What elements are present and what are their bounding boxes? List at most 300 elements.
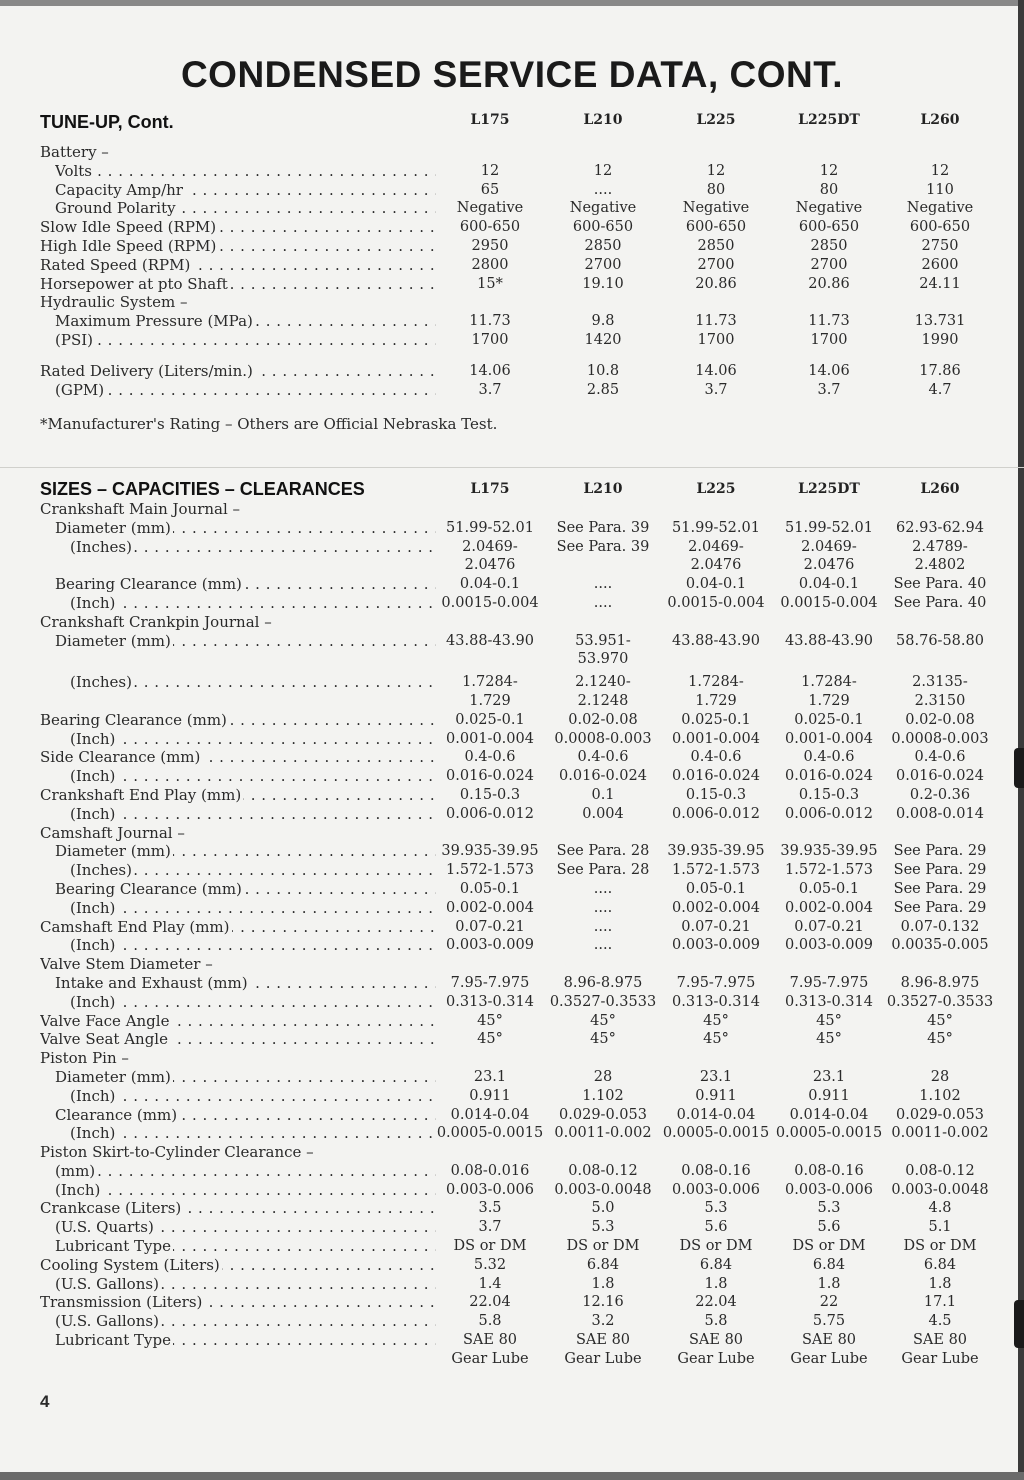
row-label bbox=[40, 362, 436, 381]
column-header-l210: L210 bbox=[583, 112, 623, 128]
cell-l260: 0.3527-0.3533 bbox=[886, 993, 994, 1010]
cell-l210: 53.951- bbox=[575, 632, 631, 649]
table-row bbox=[0, 594, 1024, 613]
cell-l260: See Para. 40 bbox=[893, 594, 987, 611]
row-label bbox=[40, 711, 436, 730]
cell-l210: .... bbox=[593, 918, 613, 935]
cell-l175: 2800 bbox=[471, 256, 509, 273]
table-row bbox=[0, 1181, 1024, 1200]
cell-l175: 3.7 bbox=[478, 381, 502, 398]
row-label bbox=[40, 218, 436, 237]
row-label bbox=[55, 880, 436, 899]
cell-l175: 1.7284- bbox=[462, 674, 518, 691]
cell-l210: See Para. 39 bbox=[556, 519, 650, 536]
cell-l260: 0.008-0.014 bbox=[896, 805, 984, 822]
cell-l260: 0.016-0.024 bbox=[896, 768, 984, 785]
cell-l260: 1990 bbox=[921, 331, 959, 348]
cell-l260: See Para. 40 bbox=[893, 576, 987, 593]
table-row bbox=[0, 1312, 1024, 1331]
cell-l210: 0.0011-0.002 bbox=[554, 1125, 652, 1142]
row-label bbox=[55, 575, 436, 594]
cell-l175: 600-650 bbox=[459, 219, 521, 236]
cell-l210: 1.102 bbox=[582, 1087, 624, 1104]
row-label bbox=[40, 1350, 436, 1369]
row-label-text: (Inches) bbox=[70, 537, 132, 556]
cell-l225dt: 0.003-0.009 bbox=[785, 937, 873, 954]
cell-l225: 0.002-0.004 bbox=[672, 899, 760, 916]
row-label bbox=[70, 1087, 436, 1106]
page-number: 4 bbox=[40, 1392, 50, 1411]
cell-l210: 0.3527-0.3533 bbox=[549, 993, 657, 1010]
cell-l210: 2.85 bbox=[586, 381, 620, 398]
cell-l225: 7.95-7.975 bbox=[676, 974, 756, 991]
table-row bbox=[0, 711, 1024, 730]
table-row bbox=[0, 1162, 1024, 1181]
table-row bbox=[0, 974, 1024, 993]
cell-l175: 0.04-0.1 bbox=[459, 576, 521, 593]
table-row bbox=[0, 613, 1024, 632]
cell-l225dt: 5.75 bbox=[812, 1313, 846, 1330]
row-label bbox=[55, 1181, 436, 1200]
cell-l225: 23.1 bbox=[699, 1068, 733, 1085]
table-row bbox=[0, 1049, 1024, 1068]
cell-l225dt: 1.729 bbox=[808, 692, 850, 709]
cell-l225: Gear Lube bbox=[677, 1350, 755, 1367]
cell-l175: 39.935-39.95 bbox=[441, 843, 539, 860]
cell-l225dt: 45° bbox=[816, 1031, 842, 1048]
cell-l260: 110 bbox=[926, 181, 954, 198]
cell-l260: 2.4789- bbox=[912, 538, 968, 555]
cell-l260: 4.8 bbox=[928, 1200, 952, 1217]
cell-l260: See Para. 29 bbox=[893, 899, 987, 916]
table-row bbox=[0, 650, 1024, 669]
cell-l260: 0.029-0.053 bbox=[896, 1106, 984, 1123]
cell-l260: 0.0011-0.002 bbox=[891, 1125, 989, 1142]
cell-l225: 5.8 bbox=[704, 1313, 728, 1330]
table-row bbox=[0, 1143, 1024, 1162]
row-label-text: Cooling System (Liters) bbox=[40, 1255, 220, 1274]
cell-l210: .... bbox=[593, 880, 613, 897]
row-label bbox=[40, 1256, 436, 1275]
cell-l175: 0.911 bbox=[469, 1087, 511, 1104]
table-row bbox=[0, 1293, 1024, 1312]
cell-l260: 1.102 bbox=[919, 1087, 961, 1104]
row-label-text: Rated Speed (RPM) bbox=[40, 255, 191, 274]
cell-l260: 2.3150 bbox=[914, 692, 966, 709]
cell-l260: 5.1 bbox=[928, 1219, 952, 1236]
table-row bbox=[0, 381, 1024, 400]
row-label-text: Slow Idle Speed (RPM) bbox=[40, 218, 217, 237]
cell-l175: 1.729 bbox=[469, 692, 511, 709]
row-label-text: (Inch) bbox=[55, 1180, 101, 1199]
cell-l225dt: 0.016-0.024 bbox=[785, 768, 873, 785]
row-label-text: (Inch) bbox=[70, 936, 116, 955]
cell-l260: 0.0035-0.005 bbox=[891, 937, 989, 954]
cell-l225dt: 1700 bbox=[810, 331, 848, 348]
cell-l225: 1.572-1.573 bbox=[672, 862, 760, 879]
row-label-text: Lubricant Type bbox=[55, 1237, 171, 1256]
table-row bbox=[0, 500, 1024, 519]
cell-l260: 58.76-58.80 bbox=[896, 632, 984, 649]
cell-l260: 28 bbox=[930, 1068, 950, 1085]
cell-l175: 7.95-7.975 bbox=[450, 974, 530, 991]
row-label bbox=[55, 1331, 436, 1350]
cell-l175: 23.1 bbox=[473, 1068, 507, 1085]
row-label bbox=[40, 1143, 436, 1162]
cell-l225: 1.8 bbox=[704, 1275, 728, 1292]
cell-l225dt: 0.15-0.3 bbox=[798, 786, 860, 803]
cell-l225: 600-650 bbox=[685, 219, 747, 236]
cell-l225: 0.15-0.3 bbox=[685, 786, 747, 803]
row-label bbox=[55, 1106, 436, 1125]
cell-l175: 2950 bbox=[471, 237, 509, 254]
table-row bbox=[0, 199, 1024, 218]
cell-l260: 45° bbox=[927, 1012, 953, 1029]
cell-l225: 80 bbox=[706, 181, 726, 198]
table-row bbox=[0, 673, 1024, 692]
cell-l225: 0.08-0.16 bbox=[681, 1162, 751, 1179]
cell-l225: 39.935-39.95 bbox=[667, 843, 765, 860]
cell-l210: 53.970 bbox=[577, 651, 629, 668]
row-label-text: (Inches) bbox=[70, 861, 132, 880]
cell-l210: 600-650 bbox=[572, 219, 634, 236]
cell-l210: 5.0 bbox=[591, 1200, 615, 1217]
column-header-l225: L225 bbox=[696, 481, 736, 497]
cell-l225dt: 39.935-39.95 bbox=[780, 843, 878, 860]
cell-l210: .... bbox=[593, 594, 613, 611]
row-label-text: (Inch) bbox=[70, 767, 116, 786]
tuneup-table bbox=[0, 143, 1024, 399]
cell-l210: .... bbox=[593, 899, 613, 916]
cell-l175: 45° bbox=[477, 1031, 503, 1048]
cell-l225dt: 0.002-0.004 bbox=[785, 899, 873, 916]
cell-l225dt: 2.0469- bbox=[801, 538, 857, 555]
cell-l225: 45° bbox=[703, 1012, 729, 1029]
row-label-text: Crankshaft Crankpin Journal – bbox=[40, 612, 272, 631]
cell-l225dt: DS or DM bbox=[792, 1238, 866, 1255]
row-label-text: Valve Face Angle bbox=[40, 1011, 170, 1030]
cell-l175: SAE 80 bbox=[462, 1332, 518, 1349]
row-label bbox=[40, 1012, 436, 1031]
cell-l225: 1.729 bbox=[695, 692, 737, 709]
row-label-text: Diameter (mm) bbox=[55, 631, 171, 650]
row-label-text: (mm) bbox=[55, 1161, 96, 1180]
table-row bbox=[0, 331, 1024, 350]
sizes-table bbox=[0, 500, 1024, 1369]
table-row bbox=[0, 162, 1024, 181]
row-label-text: (Inch) bbox=[70, 1124, 116, 1143]
cell-l175: 51.99-52.01 bbox=[446, 519, 534, 536]
cell-l175: 0.025-0.1 bbox=[455, 711, 525, 728]
cell-l225: 0.016-0.024 bbox=[672, 768, 760, 785]
row-label-text: (Inches) bbox=[70, 673, 132, 692]
cell-l260: Gear Lube bbox=[901, 1350, 979, 1367]
row-label-text: Bearing Clearance (mm) bbox=[55, 575, 242, 594]
cell-l260: 1.8 bbox=[928, 1275, 952, 1292]
cell-l225dt: 23.1 bbox=[812, 1068, 846, 1085]
row-label bbox=[55, 1068, 436, 1087]
cell-l210: See Para. 28 bbox=[556, 843, 650, 860]
table-row bbox=[0, 632, 1024, 651]
row-label-text: Capacity Amp/hr bbox=[55, 180, 183, 199]
cell-l225: 0.05-0.1 bbox=[685, 880, 747, 897]
row-label bbox=[40, 918, 436, 937]
table-row bbox=[0, 1199, 1024, 1218]
cell-l175: 1.4 bbox=[478, 1275, 502, 1292]
cell-l225dt: 0.006-0.012 bbox=[785, 805, 873, 822]
row-label bbox=[70, 1124, 436, 1143]
table-row bbox=[0, 181, 1024, 200]
row-label-text: Lubricant Type bbox=[55, 1331, 171, 1350]
cell-l210: .... bbox=[593, 937, 613, 954]
row-label bbox=[55, 181, 436, 200]
cell-l225: 0.006-0.012 bbox=[672, 805, 760, 822]
cell-l260: See Para. 29 bbox=[893, 843, 987, 860]
cell-l225: 3.7 bbox=[704, 381, 728, 398]
cell-l175: DS or DM bbox=[453, 1238, 527, 1255]
table-row bbox=[0, 861, 1024, 880]
row-label-text: Ground Polarity bbox=[55, 199, 176, 218]
column-header-l225: L225 bbox=[696, 112, 736, 128]
table-row bbox=[0, 918, 1024, 937]
table-row bbox=[0, 899, 1024, 918]
row-label bbox=[70, 538, 436, 557]
cell-l225dt: 1.7284- bbox=[801, 674, 857, 691]
row-label bbox=[70, 594, 436, 613]
column-header-l225dt: L225DT bbox=[798, 481, 860, 497]
footnote: *Manufacturer's Rating – Others are Official Nebraska Test. bbox=[40, 415, 498, 433]
cell-l260: 0.2-0.36 bbox=[909, 786, 971, 803]
table-row bbox=[0, 1350, 1024, 1369]
row-label bbox=[40, 786, 436, 805]
row-label bbox=[40, 1049, 436, 1068]
cell-l225dt: 11.73 bbox=[808, 313, 850, 330]
cell-l175: 0.016-0.024 bbox=[446, 768, 534, 785]
row-label bbox=[55, 331, 436, 350]
cell-l175: 65 bbox=[480, 181, 500, 198]
table-row bbox=[0, 805, 1024, 824]
cell-l175: 0.0015-0.004 bbox=[441, 594, 539, 611]
cell-l225: 0.4-0.6 bbox=[690, 749, 742, 766]
cell-l210: Negative bbox=[569, 200, 637, 217]
row-label bbox=[40, 650, 436, 669]
cell-l175: 43.88-43.90 bbox=[446, 632, 534, 649]
row-label bbox=[55, 162, 436, 181]
cell-l210: 2850 bbox=[584, 237, 622, 254]
row-label-text: (GPM) bbox=[55, 380, 105, 399]
cell-l210: .... bbox=[593, 181, 613, 198]
cell-l225dt: 0.0015-0.004 bbox=[780, 594, 878, 611]
cell-l225: 5.3 bbox=[704, 1200, 728, 1217]
row-label bbox=[55, 312, 436, 331]
table-row bbox=[0, 692, 1024, 711]
cell-l210: 10.8 bbox=[586, 362, 620, 379]
cell-l225: 0.04-0.1 bbox=[685, 576, 747, 593]
row-label bbox=[70, 673, 436, 692]
cell-l225dt: Negative bbox=[795, 200, 863, 217]
cell-l175: 0.002-0.004 bbox=[446, 899, 534, 916]
row-label-text: (PSI) bbox=[55, 330, 93, 349]
cell-l225dt: SAE 80 bbox=[801, 1332, 857, 1349]
row-label bbox=[40, 692, 436, 711]
cell-l210: 19.10 bbox=[582, 275, 624, 292]
table-row bbox=[0, 748, 1024, 767]
cell-l260: 45° bbox=[927, 1031, 953, 1048]
cell-l210: 0.016-0.024 bbox=[559, 768, 647, 785]
row-label-text: Bearing Clearance (mm) bbox=[40, 710, 227, 729]
row-label bbox=[40, 1030, 436, 1049]
table-row bbox=[0, 880, 1024, 899]
tuneup-heading: TUNE-UP, Cont. bbox=[40, 112, 174, 132]
row-label-text: Horsepower at pto Shaft bbox=[40, 274, 228, 293]
cell-l260: 0.4-0.6 bbox=[914, 749, 966, 766]
table-row bbox=[0, 1012, 1024, 1031]
cell-l175: 0.07-0.21 bbox=[455, 918, 525, 935]
table-row bbox=[0, 824, 1024, 843]
cell-l210: 6.84 bbox=[586, 1256, 620, 1273]
row-label bbox=[40, 143, 436, 162]
cell-l225: 0.0005-0.0015 bbox=[662, 1125, 770, 1142]
cell-l175: 0.003-0.009 bbox=[446, 937, 534, 954]
cell-l225: 43.88-43.90 bbox=[672, 632, 760, 649]
row-label bbox=[70, 861, 436, 880]
cell-l225dt: 600-650 bbox=[798, 219, 860, 236]
cell-l260: See Para. 29 bbox=[893, 862, 987, 879]
row-label-text: Camshaft Journal – bbox=[40, 823, 185, 842]
cell-l225dt: 0.05-0.1 bbox=[798, 880, 860, 897]
cell-l225: 0.014-0.04 bbox=[676, 1106, 756, 1123]
cell-l175: 0.014-0.04 bbox=[450, 1106, 530, 1123]
cell-l225dt: 0.07-0.21 bbox=[794, 918, 864, 935]
cell-l260: See Para. 29 bbox=[893, 880, 987, 897]
cell-l225dt: 2850 bbox=[810, 237, 848, 254]
row-label-text: Clearance (mm) bbox=[55, 1105, 178, 1124]
table-row bbox=[0, 955, 1024, 974]
cell-l260: 13.731 bbox=[914, 313, 966, 330]
row-label bbox=[55, 519, 436, 538]
cell-l225: 6.84 bbox=[699, 1256, 733, 1273]
cell-l175: 1.572-1.573 bbox=[446, 862, 534, 879]
table-row bbox=[0, 1030, 1024, 1049]
table-row bbox=[0, 1331, 1024, 1350]
table-row bbox=[0, 1275, 1024, 1294]
cell-l260: 4.5 bbox=[928, 1313, 952, 1330]
cell-l175: Negative bbox=[456, 200, 524, 217]
cell-l260: 0.02-0.08 bbox=[905, 711, 975, 728]
cell-l225dt: 0.0005-0.0015 bbox=[775, 1125, 883, 1142]
cell-l225dt: 5.3 bbox=[817, 1200, 841, 1217]
cell-l175: 2.0476 bbox=[464, 557, 516, 574]
cell-l225dt: 43.88-43.90 bbox=[785, 632, 873, 649]
row-label-text: (U.S. Quarts) bbox=[55, 1218, 154, 1237]
cell-l175: 0.006-0.012 bbox=[446, 805, 534, 822]
row-label-text: Side Clearance (mm) bbox=[40, 748, 201, 767]
cell-l210: 12 bbox=[593, 162, 613, 179]
cell-l225dt: 20.86 bbox=[808, 275, 850, 292]
cell-l210: 9.8 bbox=[591, 313, 615, 330]
scan-top-edge bbox=[0, 0, 1024, 6]
column-header-l260: L260 bbox=[920, 112, 960, 128]
row-label bbox=[40, 1293, 436, 1312]
sizes-heading: SIZES – CAPACITIES – CLEARANCES bbox=[40, 479, 365, 499]
cell-l210: 2.1248 bbox=[577, 692, 629, 709]
cell-l210: 0.02-0.08 bbox=[568, 711, 638, 728]
cell-l225: 0.003-0.009 bbox=[672, 937, 760, 954]
cell-l210: 1.8 bbox=[591, 1275, 615, 1292]
cell-l225dt: 3.7 bbox=[817, 381, 841, 398]
table-row bbox=[0, 556, 1024, 575]
cell-l225: 0.001-0.004 bbox=[672, 730, 760, 747]
cell-l225dt: 12 bbox=[819, 162, 839, 179]
cell-l225dt: 1.8 bbox=[817, 1275, 841, 1292]
row-label-text: Crankshaft End Play (mm) bbox=[40, 785, 242, 804]
table-row bbox=[0, 275, 1024, 294]
cell-l175: 0.08-0.016 bbox=[450, 1162, 530, 1179]
table-row bbox=[0, 218, 1024, 237]
row-label-text bbox=[40, 650, 42, 668]
cell-l225dt: 14.06 bbox=[808, 362, 850, 379]
cell-l210: 1420 bbox=[584, 331, 622, 348]
cell-l210: 2.1240- bbox=[575, 674, 631, 691]
cell-l210: 0.08-0.12 bbox=[568, 1162, 638, 1179]
cell-l260: SAE 80 bbox=[912, 1332, 968, 1349]
cell-l175: 0.05-0.1 bbox=[459, 880, 521, 897]
cell-l225dt: 0.001-0.004 bbox=[785, 730, 873, 747]
row-label bbox=[55, 199, 436, 218]
cell-l210: 2700 bbox=[584, 256, 622, 273]
cell-l225dt: 0.08-0.16 bbox=[794, 1162, 864, 1179]
cell-l210: 0.029-0.053 bbox=[559, 1106, 647, 1123]
cell-l225: 0.07-0.21 bbox=[681, 918, 751, 935]
cell-l210: See Para. 39 bbox=[556, 538, 650, 555]
row-label bbox=[40, 237, 436, 256]
cell-l210: 0.1 bbox=[591, 786, 615, 803]
row-label-text: (Inch) bbox=[70, 992, 116, 1011]
row-label-text: Rated Delivery (Liters/min.) bbox=[40, 361, 253, 380]
table-row bbox=[0, 312, 1024, 331]
cell-l175: 45° bbox=[477, 1012, 503, 1029]
column-header-l175: L175 bbox=[470, 112, 510, 128]
row-label bbox=[40, 500, 436, 519]
cell-l175: 5.32 bbox=[473, 1256, 507, 1273]
cell-l210: See Para. 28 bbox=[556, 862, 650, 879]
row-label bbox=[70, 899, 436, 918]
cell-l225: 14.06 bbox=[695, 362, 737, 379]
table-row bbox=[0, 1124, 1024, 1143]
cell-l225: 22.04 bbox=[695, 1294, 737, 1311]
table-row bbox=[0, 1106, 1024, 1125]
row-label bbox=[70, 993, 436, 1012]
cell-l175: 0.313-0.314 bbox=[446, 993, 534, 1010]
cell-l225: Negative bbox=[682, 200, 750, 217]
row-label-text: Intake and Exhaust (mm) bbox=[55, 973, 248, 992]
cell-l175: 11.73 bbox=[469, 313, 511, 330]
row-label-text: Battery – bbox=[40, 143, 109, 161]
column-header-l225dt: L225DT bbox=[798, 112, 860, 128]
column-header-l260: L260 bbox=[920, 481, 960, 497]
row-label-text: Diameter (mm) bbox=[55, 1067, 171, 1086]
cell-l225: 12 bbox=[706, 162, 726, 179]
cell-l210: Gear Lube bbox=[564, 1350, 642, 1367]
cell-l210: 0.0008-0.003 bbox=[554, 730, 652, 747]
cell-l225dt: 2700 bbox=[810, 256, 848, 273]
row-label bbox=[40, 293, 436, 312]
table-row bbox=[0, 256, 1024, 275]
row-label-text: (U.S. Gallons) bbox=[55, 1274, 159, 1293]
row-label bbox=[55, 1312, 436, 1331]
cell-l175: Gear Lube bbox=[451, 1350, 529, 1367]
cell-l225: SAE 80 bbox=[688, 1332, 744, 1349]
